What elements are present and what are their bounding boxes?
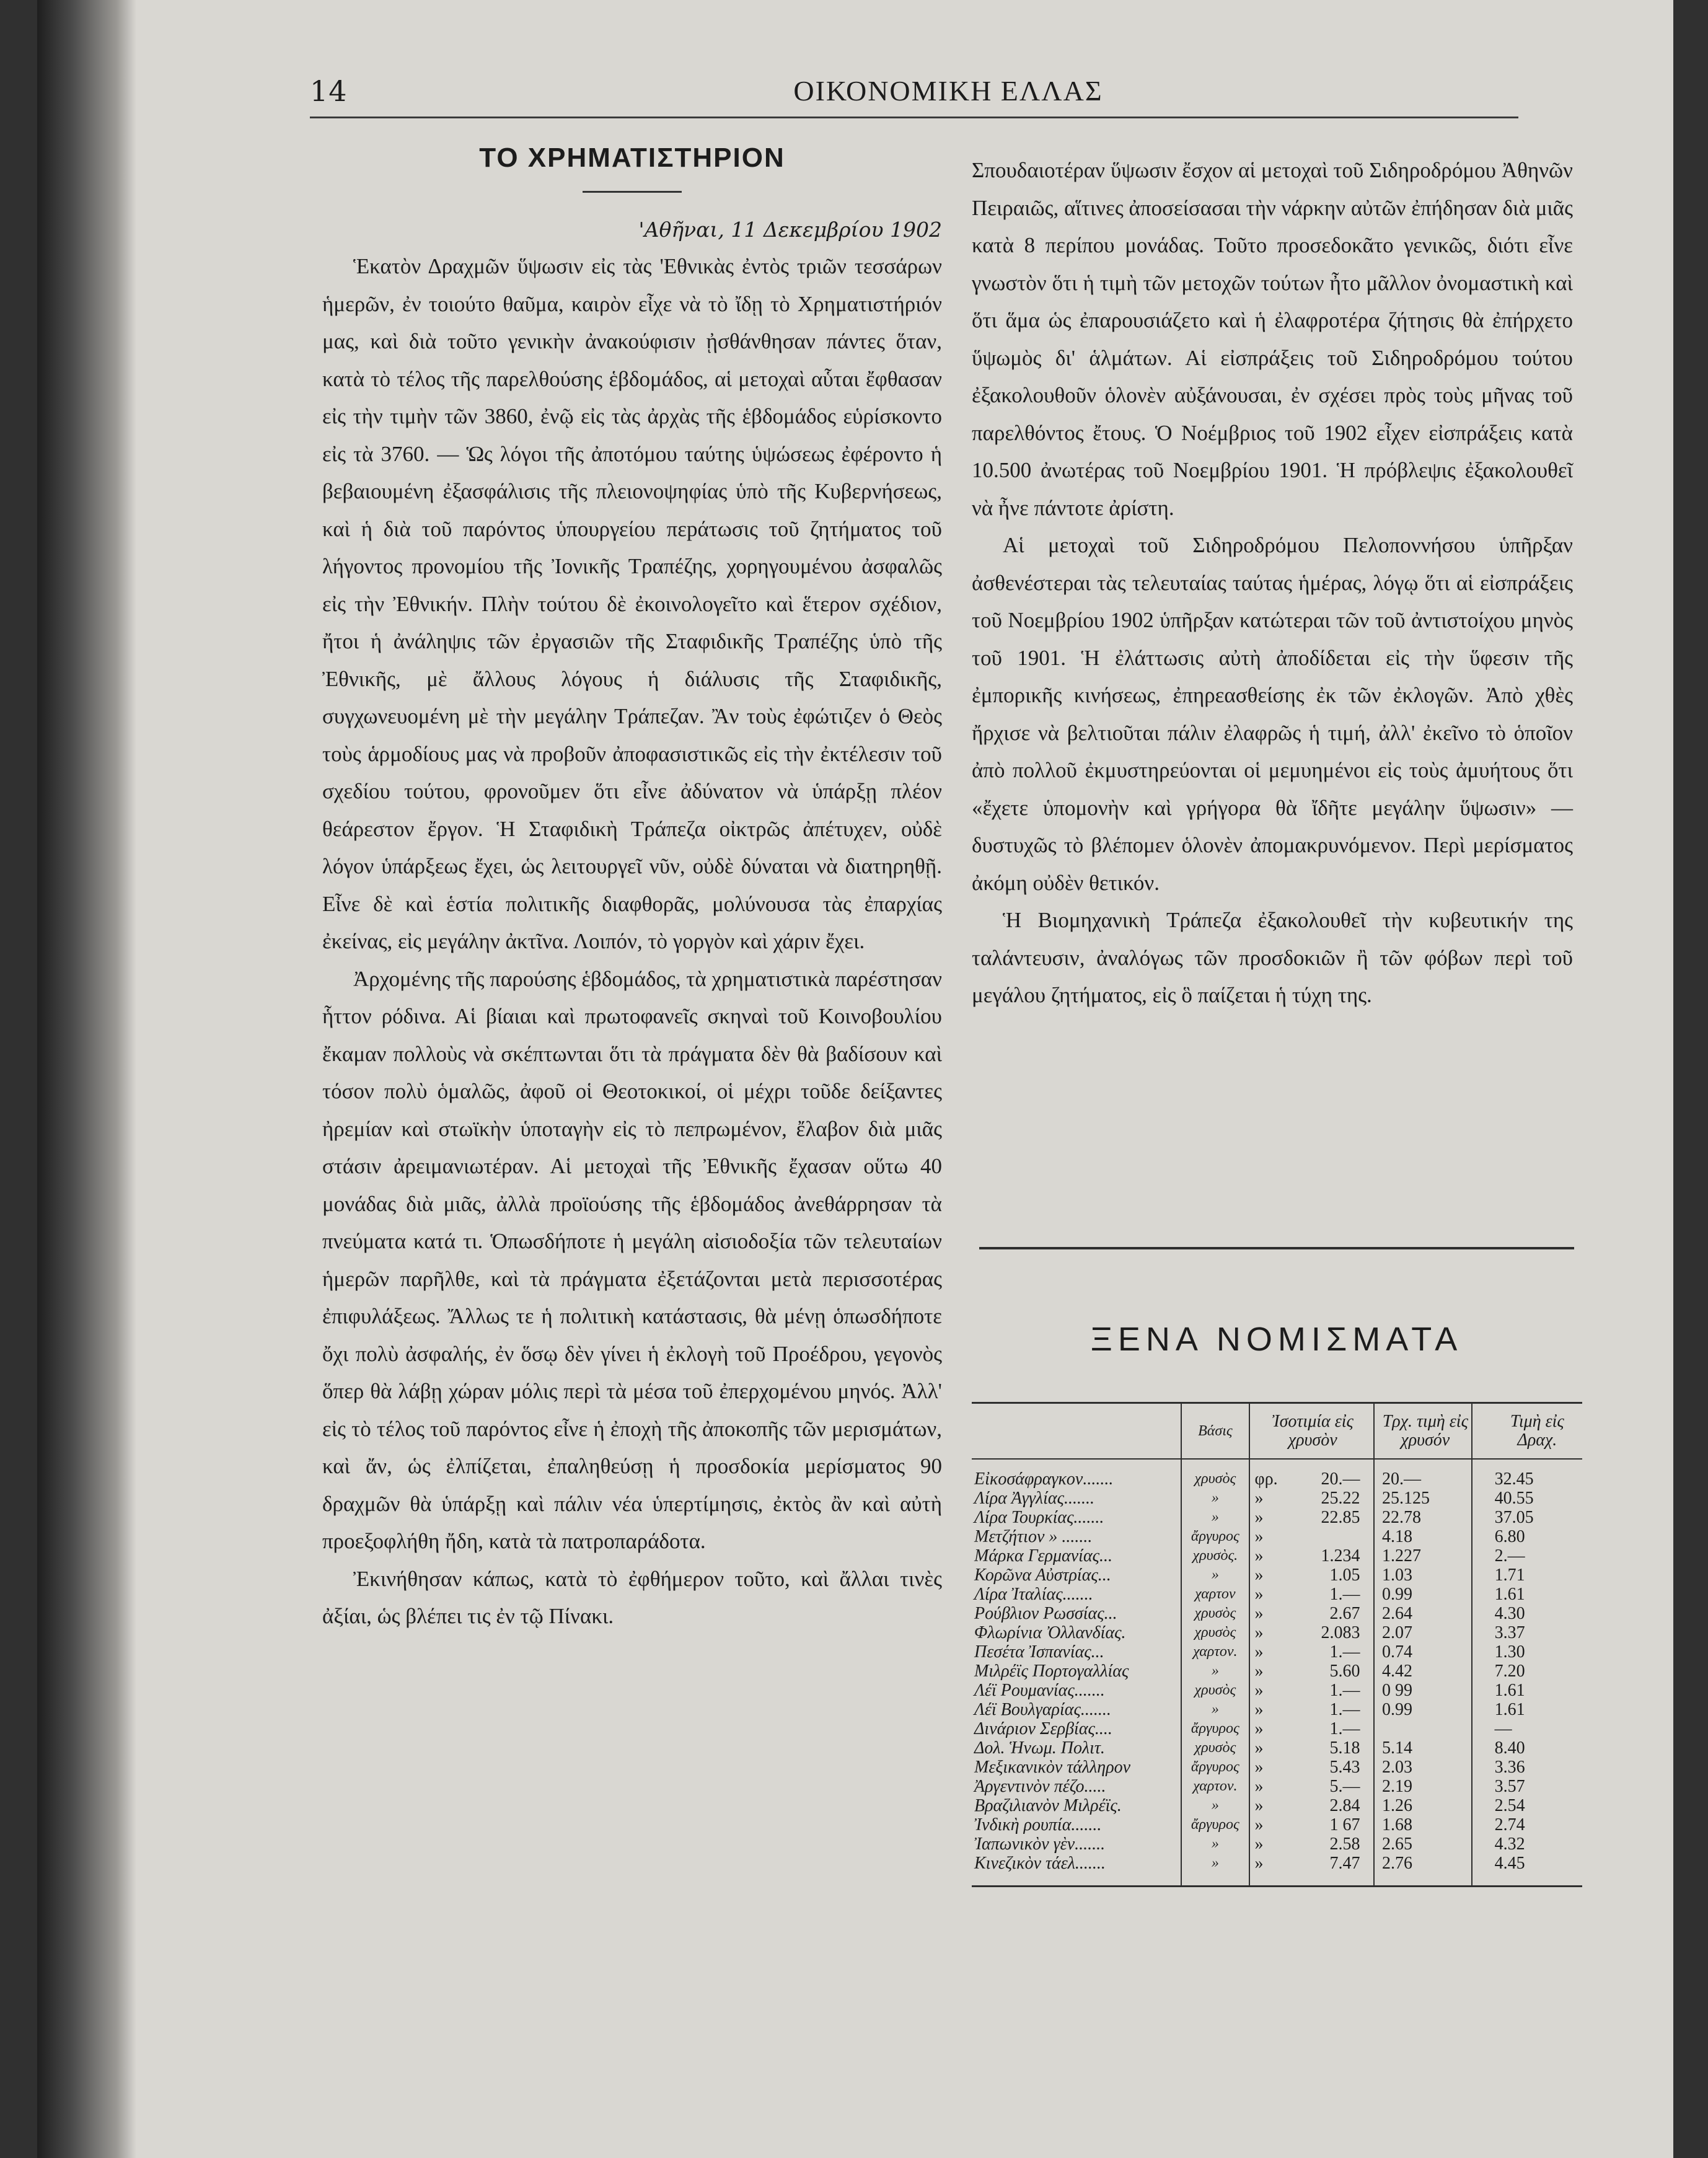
par-unit-mark: » [1254,1738,1264,1758]
table-row [972,1777,1582,1796]
currency-current-rate: 1.26 [1374,1796,1472,1815]
currency-name: Φλωρίνια Ὀλλανδίας. [974,1623,1126,1642]
currency-name: Μάρκα Γερμανίας... [974,1546,1113,1566]
article-paragraph: Ἐκινήθησαν κάπως, κατὰ τὸ ἐφθήμερον τοῦτο, καὶ ἄλλαι τινὲς ἀξίαι, ὡς βλέπει τις ἐν τῷ Πίνακι. [322,1566,942,1628]
currency-par-cell [1249,1566,1374,1585]
currency-par-value: 1.— [1329,1585,1360,1604]
par-unit-mark: » [1254,1834,1264,1854]
currency-par-cell [1249,1508,1374,1527]
currency-drachma-price: 3.36 [1472,1758,1582,1777]
currency-par-value: 1.— [1329,1700,1360,1719]
article-title: ΤΟ ΧΡΗΜΑΤΙΣΤΗΡΙΟΝ [479,143,785,173]
currency-par-cell [1249,1854,1374,1887]
currency-basis: » [1181,1834,1249,1854]
par-unit-mark: » [1254,1681,1264,1700]
currency-par-cell [1249,1604,1374,1623]
par-unit-mark: » [1254,1642,1264,1662]
par-unit-mark: » [1254,1508,1264,1527]
currency-basis: » [1181,1489,1249,1508]
page-number: 14 [310,74,348,108]
currency-drachma-price: 2.54 [1472,1796,1582,1815]
table-row [972,1700,1582,1719]
currency-name: Κινεζικὸν τάελ....... [972,1854,1181,1887]
currency-drachma-price: 37.05 [1472,1508,1582,1527]
currency-basis: ἄργυρος [1181,1527,1249,1546]
foreign-currency-table [972,1402,1582,1887]
currency-drachma-price: 2.74 [1472,1815,1582,1834]
header-drachma-price: Τιμὴ εἰς Δραχ. [1472,1403,1582,1460]
currency-current-rate: 1.03 [1374,1566,1472,1585]
currency-drachma-price: — [1472,1719,1582,1738]
currency-par-value: 1.— [1329,1642,1360,1662]
table-row [972,1508,1582,1527]
currency-basis: χρυσὸς [1181,1604,1249,1623]
currency-drachma-price: 4.30 [1472,1604,1582,1623]
header-rule [310,117,1518,118]
par-unit-mark: » [1254,1662,1264,1681]
currency-par-value: 7.47 [1329,1854,1360,1873]
par-unit-mark: » [1254,1527,1264,1546]
currency-current-rate: 2.65 [1374,1834,1472,1854]
currency-drachma-price: 6.80 [1472,1527,1582,1546]
currency-par-cell [1249,1834,1374,1854]
currency-current-rate: 2.64 [1374,1604,1472,1623]
currency-par-value: 1.— [1329,1719,1360,1738]
par-unit-mark: » [1254,1719,1264,1738]
currency-basis: χρυσὸς [1181,1623,1249,1642]
currency-par-value: 1.05 [1329,1566,1360,1585]
currency-basis: χρυσὸς. [1181,1546,1249,1566]
par-unit-mark: φρ. [1254,1469,1278,1489]
currency-par-value: 20.— [1321,1469,1360,1489]
currency-drachma-price: 40.55 [1472,1489,1582,1508]
currency-current-rate [1374,1719,1472,1738]
currency-drachma-price: 1.61 [1472,1700,1582,1719]
currency-current-rate: 2.07 [1374,1623,1472,1642]
currency-drachma-price: 2.— [1472,1546,1582,1566]
currency-drachma-price: 1.61 [1472,1585,1582,1604]
currency-name: Λέϊ Βουλγαρίας....... [974,1700,1111,1719]
table-row [972,1738,1582,1758]
table-row [972,1815,1582,1834]
title-rule [583,191,682,193]
currency-basis: » [1181,1700,1249,1719]
left-column [322,143,942,1636]
header-par-value: Ἰσοτιμία εἰς χρυσὸν [1249,1403,1374,1460]
currency-par-cell [1249,1719,1374,1738]
currency-current-rate: 1.68 [1374,1815,1472,1834]
currency-par-value: 5.18 [1329,1738,1360,1758]
currency-basis: » [1181,1662,1249,1681]
currency-basis: χαρτον. [1181,1642,1249,1662]
currency-name: Εἰκοσάφραγκον....... [974,1469,1114,1489]
table-row [972,1566,1582,1585]
article-paragraph: Σπουδαιοτέραν ὕψωσιν ἔσχον αἱ μετοχαὶ τοῦ Σιδηροδρόμου Ἀθηνῶν Πειραιῶς, αἵτινες ἀποσείσασαι τὴν νάρκην αὐτῶν ἐπήδησαν διὰ μιᾶς κατὰ 8 περίπου μονάδας. Τοῦτο προσεδοκᾶτο γενικῶς, διότι εἶνε γνωστὸν ὅτι ἡ τιμὴ τῶν μετοχῶν τούτων ἦτο μᾶλλον ὀνομαστικὴ καὶ ὅτι ἅμα ὡς ἐπαρουσιάζετο καὶ ἡ ἐλαφροτέρα ζήτησις θὰ ἐπήρχετο ὕψωμὸς δι' ἁλμάτων. Αἱ εἰσπράξεις τοῦ Σιδηροδρόμου τούτου ἐξακολουθοῦν ὁλονὲν αὐξάνουσαι, ἐν σχέσει πρὸς τοὺς μῆνας τοῦ παρελθόντος ἔτους. Ὁ Νοέμβριος τοῦ 1902 εἶχεν εἰσπράξεις κατὰ 10.500 ἀνωτέρας τοῦ Νοεμβρίου 1901. Ἡ πρόβλεψις ἐξακολουθεῖ νὰ ἦνε πάντοτε ἀρίστη. [972,158,1573,520]
currency-name: Κορῶνα Αὐστρίας... [974,1566,1111,1585]
currency-name: Μετζήτιον » ....... [974,1527,1093,1546]
newspaper-page [37,0,1673,2158]
article-paragraph: Αἱ μετοχαὶ τοῦ Σιδηροδρόμου Πελοποννήσου ὑπῆρξαν ἀσθενέστεραι τὰς τελευταίας ταύτας ἡμέρας, λόγῳ ὅτι αἱ εἰσπράξεις τοῦ Νοεμβρίου 1902 ὑπῆρξαν κατώτεραι τῶν τοῦ ἀντιστοίχου μηνὸς τοῦ 1901. Ἡ ἐλάττωσις αὐτὴ ἀποδίδεται εἰς τὴν ὕφεσιν τῆς ἐμπορικῆς κινήσεως, ἐπηρεασθείσης ἐκ τῶν ἐκλογῶν. Ἀπὸ χθὲς ἤρχισε νὰ βελτιοῦται πάλιν ἐλαφρῶς ἡ τιμή, ἀλλ' ἐκεῖνο τὸ ὁποῖον ἀπὸ πολλοῦ ἐκμυστηρεύονται οἱ μεμυημένοι εἰς τοὺς ἀμυήτους ὅτι «ἔχετε ὑπομονὴν καὶ γρήγορα θὰ ἴδῆτε μεγάλην ὕψωσιν» — δυστυχῶς τὸ βλέπομεν ὁλονὲν ἀπομακρυνόμενον. Περὶ μερίσματος ἀκόμη οὐδὲν θετικόν. [972,533,1573,895]
section-divider [979,1247,1574,1249]
currency-drachma-price: 1.61 [1472,1681,1582,1700]
header-basis: Βάσις [1181,1403,1249,1460]
currency-drachma-price: 8.40 [1472,1738,1582,1758]
currency-par-cell [1249,1796,1374,1815]
currency-name: Πεσέτα Ἰσπανίας... [974,1642,1104,1662]
currency-basis: χρυσὸς [1181,1681,1249,1700]
book-binding-shadow [37,0,136,2158]
currency-par-value: 5.60 [1329,1662,1360,1681]
table-row [972,1796,1582,1815]
par-unit-mark: » [1254,1566,1264,1585]
currency-drachma-price: 3.37 [1472,1623,1582,1642]
currency-current-rate: 20.— [1374,1459,1472,1489]
currency-drachma-price: 32.45 [1472,1459,1582,1489]
currency-name: Δινάριον Σερβίας.... [974,1719,1112,1738]
par-unit-mark: » [1254,1758,1264,1777]
currency-par-cell [1249,1700,1374,1719]
currency-current-rate: 4.42 [1374,1662,1472,1681]
article-paragraph: Ἀρχομένης τῆς παρούσης ἑβδομάδος, τὰ χρηματιστικὰ παρέστησαν ἧττον ρόδινα. Αἱ βίαιαι καὶ πρωτοφανεῖς σκηναὶ τοῦ Κοινοβουλίου ἔκαμαν πολλοὺς νὰ σκέπτωνται ὅτι τὰ πράγματα δὲν θὰ βαδίσουν καὶ τόσον πολὺ ὁμαλῶς, ἀφοῦ οἱ Θεοτοκικοί, οἱ μέχρι τοῦδε δείξαντες ἠρεμίαν καὶ στωϊκὴν ὑποταγὴν εἰς τὸ πεπρωμένον, ἔλαβον διὰ μιᾶς στάσιν ἀρειμανιωτέραν. Αἱ μετοχαὶ τῆς Ἐθνικῆς ἔχασαν οὕτω 40 μονάδας διὰ μιᾶς, ἀλλὰ προϊούσης τῆς ἑβδομάδος ἀνεθάρρησαν τὰ πνεύματα κατά τι. Ὁπωσδήποτε ἡ μεγάλη αἰσιοδοξία τῶν τελευταίων ἡμερῶν παρῆλθε, καὶ τὰ πράγματα ἐξετάζονται μετὰ περισσοτέρας ἐπιφυλάξεως. Ἄλλως τε ἡ πολιτικὴ κατάστασις, θὰ μένῃ ὁπωσδήποτε ὄχι πολὺ ἀσφαλής, ἐν ὅσῳ δὲν γίνει ἡ ἐκλογὴ τοῦ Προέδρου, γεγονὸς ὅπερ θὰ λάβῃ χώραν μόλις περὶ τὰ μέσα τοῦ ἐπερχομένου μηνός. Ἀλλ' εἰς τὸ τέλος τοῦ παρόντος εἶνε ἡ ἐποχὴ τῆς ἀποκοπῆς τῶν μερισμάτων, καὶ ἄν, ὡς ἐλπίζεται, ἐπαληθεύσῃ ἡ προσδοκία μερίσματος 90 δραχμῶν θὰ ὑπάρξῃ καὶ πάλιν νέα ὑπερτίμησις, ἐκτὸς ἂν καὶ αὐτὴ προεξοφλήθη ἤδη, κατὰ τὰ πατροπαράδοτα. [322,966,942,1553]
currency-par-cell [1249,1777,1374,1796]
currency-name: Λέϊ Ρουμανίας....... [974,1681,1105,1700]
currency-current-rate: 0 99 [1374,1681,1472,1700]
fx-section-title: ΞΕΝΑ ΝΟΜΙΣΜΑΤΑ [1090,1321,1463,1358]
currency-name: Λίρα Ἰταλίας....... [974,1585,1093,1604]
currency-current-rate: 0.99 [1374,1700,1472,1719]
currency-par-value: 2.58 [1329,1834,1360,1854]
currency-par-value: 25.22 [1321,1489,1360,1508]
currency-par-cell [1249,1642,1374,1662]
currency-basis: » [1181,1854,1249,1887]
par-unit-mark: » [1254,1777,1264,1796]
table-body [972,1459,1582,1887]
currency-basis: » [1181,1796,1249,1815]
table-row [972,1546,1582,1566]
currency-name: Ἰαπωνικὸν γὲν....... [974,1834,1106,1854]
currency-current-rate: 22.78 [1374,1508,1472,1527]
currency-basis: » [1181,1566,1249,1585]
currency-par-value: 5.— [1329,1777,1360,1796]
currency-drachma-price: 4.32 [1472,1834,1582,1854]
currency-current-rate: 0.99 [1374,1585,1472,1604]
currency-par-cell [1249,1527,1374,1546]
currency-current-rate: 2.03 [1374,1758,1472,1777]
currency-par-cell [1249,1546,1374,1566]
table-row [972,1642,1582,1662]
par-unit-mark: » [1254,1623,1264,1642]
currency-name: Λίρα Τουρκίας....... [974,1508,1104,1527]
header-current-rate: Τρχ. τιμὴ εἰς χρυσόν [1374,1403,1472,1460]
currency-name: Δολ. Ἡνωμ. Πολιτ. [974,1738,1105,1758]
par-unit-mark: » [1254,1854,1264,1873]
table-row [972,1834,1582,1854]
currency-name: Λίρα Ἀγγλίας....... [974,1489,1094,1508]
currency-par-cell [1249,1758,1374,1777]
currency-drachma-price: 3.57 [1472,1777,1582,1796]
currency-par-value: 1.234 [1321,1546,1360,1566]
currency-basis: ἄργυρος [1181,1758,1249,1777]
currency-par-value: 1 67 [1329,1815,1360,1834]
currency-basis: χαρτον. [1181,1777,1249,1796]
currency-basis: ἄργυρος [1181,1719,1249,1738]
header-currency [972,1403,1181,1460]
par-unit-mark: » [1254,1604,1264,1623]
right-column [972,152,1573,1015]
table-row [972,1681,1582,1700]
currency-basis: » [1181,1508,1249,1527]
currency-name: Ἰνδικὴ ρουπία....... [974,1815,1102,1834]
table-row [972,1459,1582,1489]
currency-drachma-price: 1.30 [1472,1642,1582,1662]
table-row [972,1719,1582,1738]
par-unit-mark: » [1254,1815,1264,1834]
currency-par-cell [1249,1681,1374,1700]
par-unit-mark: » [1254,1585,1264,1604]
currency-drachma-price: 4.45 [1472,1854,1582,1887]
currency-par-value: 2.67 [1329,1604,1360,1623]
currency-par-value: 2.84 [1329,1796,1360,1815]
currency-par-cell [1249,1662,1374,1681]
currency-par-cell [1249,1585,1374,1604]
currency-current-rate: 5.14 [1374,1738,1472,1758]
article-dateline: 'Αθῆναι, 11 Δεκεμβρίου 1902 [638,218,942,242]
par-unit-mark: » [1254,1489,1264,1508]
currency-drachma-price: 7.20 [1472,1662,1582,1681]
currency-basis: χαρτον [1181,1585,1249,1604]
currency-par-cell [1249,1738,1374,1758]
currency-name: Μεξικανικὸν τάλληρον [974,1758,1131,1777]
article-paragraph: Ἑκατὸν Δραχμῶν ὕψωσιν εἰς τὰς 'Εθνικὰς ἐντὸς τριῶν τεσσάρων ἡμερῶν, ἐν τοιούτο θαῦμα, καιρὸν εἶχε νὰ τὸ ἴδῃ τὸ Χρηματιστήριόν μας, καὶ διὰ τοῦτο γενικὴν ἀνακούφισιν ᾐσθάνθησαν πάντες ὅταν, κατὰ τὸ τέλος τῆς παρελθούσης ἑβδομάδος, αἱ μετοχαὶ αὗται ἔφθασαν εἰς τὴν τιμὴν τῶν 3860, ἐνῷ εἰς τὰς ἀρχὰς τῆς ἑβδομάδος εὑρίσκοντο εἰς τὰ 3760. — Ὡς λόγοι τῆς ἀποτόμου ταύτης ὑψώσεως ἐφέροντο ἡ βεβαιουμένη ἐξασφάλισις τῆς πλειονοψηφίας ὑπὸ τῆς Κυβερνήσεως, καὶ ἡ διὰ τοῦ παρόντος ὑπουργείου πεpάτωσις τοῦ ζητήματος τοῦ λήγοντος προνομίου τῆς Ἰονικῆς Τραπέζης, χορηγουμένου ἀσφαλῶς εἰς τὴν Ἐθνικήν. Πλὴν τούτου δὲ ἐκοινολογεῖτο καὶ ἕτερον σχέδιον, ἤτοι ἡ ἀνάληψις τῶν ἐργασιῶν τῆς Σταφιδικῆς Τραπέζης ὑπὸ τῆς Ἐθνικῆς, μὲ ἄλλους λόγους ἡ διάλυσις τῆς Σταφιδικῆς, συγχωνευομένη μὲ τὴν μεγάλην Τράπεζαν. Ἂν τοὺς ἐφώτιζεν ὁ Θεὸς τοὺς ἁρμοδίους μας νὰ προβοῦν ἀποφασιστικῶς εἰς τὴν ἐκτέλεσιν τοῦ σχεδίου τούτου, φρονοῦμεν ὅτι εἶνε ἀδύνατον νὰ ὑπάρξῃ πλέον θεάρεστον ἔργον. Ἡ Σταφιδικὴ Τράπεζα οἰκτρῶς ἀπέτυχεν, οὐδὲ λόγον ὑπάρξεως ἔχει, ὡς λειτουργεῖ νῦν, οὐδὲ δύναται νὰ διατηρηθῇ. Εἶνε δὲ καὶ ἑστία πολιτικῆς διαφθορᾶς, μολύνουσα τὰς ἐπαρχίας ἐκείνας, εἰς μεγάλην ἀκτῖνα. Λοιπόν, τὸ γοργὸν καὶ χάριν ἔχει. [322,254,942,953]
currency-name: Μιλρέϊς Πορτογαλλίας [974,1662,1129,1681]
table-row [972,1623,1582,1642]
table-header-row [972,1403,1582,1460]
table-row [972,1585,1582,1604]
currency-current-rate: 1.227 [1374,1546,1472,1566]
currency-name: Ἀργεντινὸν πέζο..... [974,1777,1106,1796]
article-paragraph: Ἡ Βιομηχανικὴ Τράπεζα ἐξακολουθεῖ τὴν κυβευτικήν της ταλάντευσιν, ἀναλόγως τῶν προσδοκιῶν ἢ τῶν φόβων περὶ τοῦ μεγάλου ζητήματος, εἰς ὃ παίζεται ἡ τύχη της. [972,908,1573,1007]
currency-par-value: 2.083 [1321,1623,1360,1642]
currency-current-rate: 2.76 [1374,1854,1472,1887]
table-row [972,1662,1582,1681]
currency-current-rate: 2.19 [1374,1777,1472,1796]
journal-title: ΟΙΚΟΝΟΜΙΚΗ ΕΛΛΑΣ [793,75,1103,107]
currency-par-cell [1249,1815,1374,1834]
par-unit-mark: » [1254,1546,1264,1566]
currency-basis: χρυσὸς [1181,1738,1249,1758]
currency-name: Βραζιλιανὸν Μιλρέϊς. [974,1796,1122,1815]
currency-current-rate: 4.18 [1374,1527,1472,1546]
currency-basis: χρυσὸς [1181,1459,1249,1489]
currency-drachma-price: 1.71 [1472,1566,1582,1585]
table-row [972,1527,1582,1546]
page-content [37,0,1673,2158]
currency-par-cell [1249,1489,1374,1508]
currency-par-value: 5.43 [1329,1758,1360,1777]
table-row [972,1758,1582,1777]
currency-par-cell [1249,1623,1374,1642]
currency-current-rate: 0.74 [1374,1642,1472,1662]
currency-basis: ἄργυρος [1181,1815,1249,1834]
table-row [972,1604,1582,1623]
table-row [972,1489,1582,1508]
table-row [972,1854,1582,1887]
currency-par-value: 1.— [1329,1681,1360,1700]
currency-name: Ρούβλιον Ρωσσίας... [974,1604,1117,1623]
currency-par-cell [1249,1459,1374,1489]
par-unit-mark: » [1254,1796,1264,1815]
currency-par-value: 22.85 [1321,1508,1360,1527]
currency-current-rate: 25.125 [1374,1489,1472,1508]
par-unit-mark: » [1254,1700,1264,1719]
